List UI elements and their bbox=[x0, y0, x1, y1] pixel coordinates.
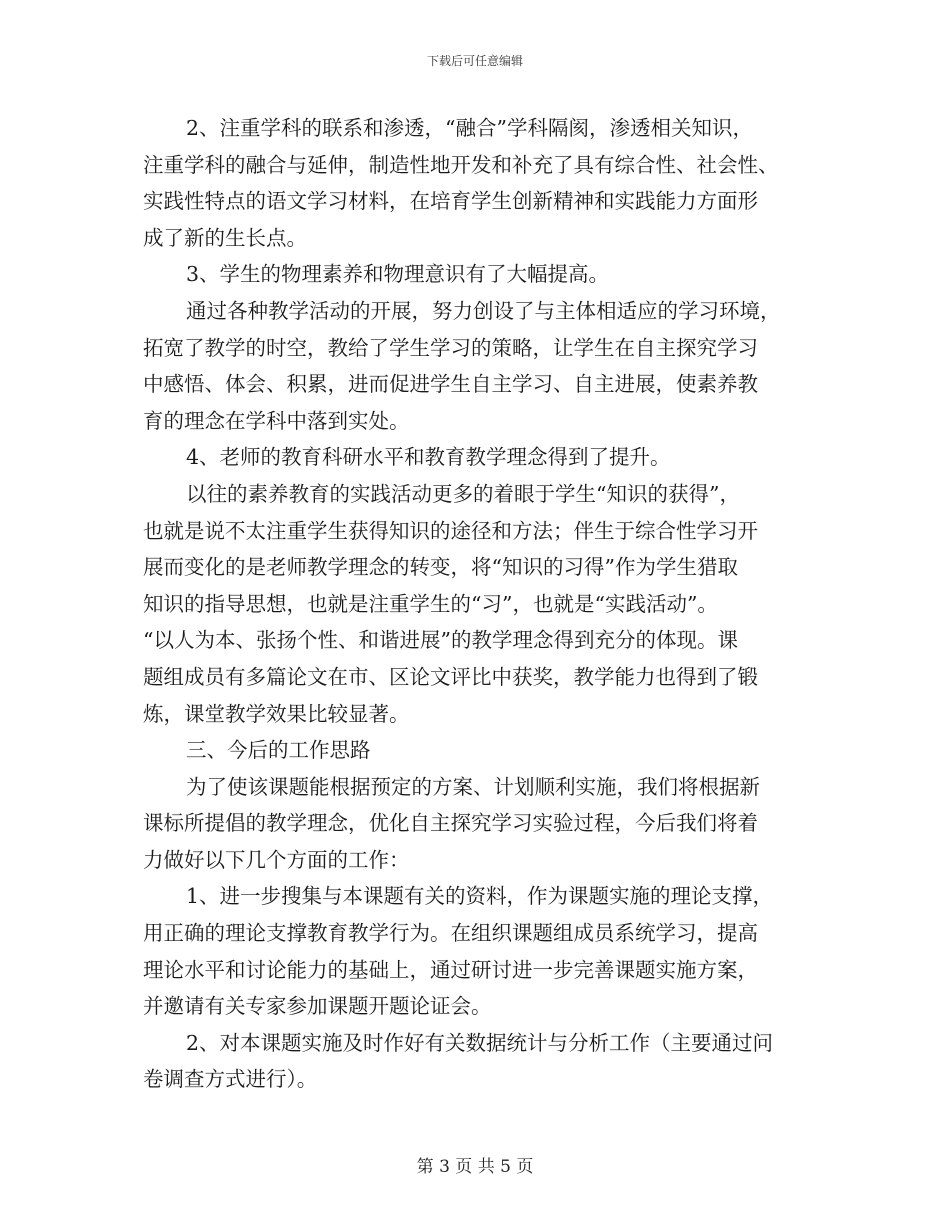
text-line: 三、今后的工作思路 bbox=[186, 738, 371, 763]
text-line: 1、进一步搜集与本课题有关的资料，作为课题实施的理论支撑， bbox=[186, 884, 774, 909]
text-line: 题组成员有多篇论文在市、区论文评比中获奖，教学能力也得到了锻 bbox=[143, 664, 758, 689]
text-line: 为了使该课题能根据预定的方案、计划顺利实施，我们将根据新 bbox=[186, 774, 760, 799]
text-line: 卷调查方式进行）。 bbox=[143, 1067, 318, 1092]
page-footer: 第 3 页 共 5 页 bbox=[416, 1157, 534, 1177]
text-line: 并邀请有关专家参加课题开题论证会。 bbox=[143, 994, 492, 1019]
text-line: 理论水平和讨论能力的基础上，通过研讨进一步完善课题实施方案， bbox=[143, 957, 758, 982]
text-line: 通过各种教学活动的开展，努力创设了与主体相适应的学习环境， bbox=[186, 298, 781, 323]
text-line: 力做好以下几个方面的工作： bbox=[143, 847, 410, 872]
text-line: 2、对本课题实施及时作好有关数据统计与分析工作（主要通过问 bbox=[186, 1030, 774, 1055]
text-line: 成了新的生长点。 bbox=[143, 225, 307, 250]
text-line: 2、注重学科的联系和渗透，“融合”学科隔阂，渗透相关知识， bbox=[186, 116, 754, 140]
text-line: 注重学科的融合与延伸，制造性地开发和补充了具有综合性、社会性、 bbox=[143, 152, 779, 177]
text-line: 中感悟、体会、积累，进而促进学生自主学习、自主进展，使素养教 bbox=[143, 372, 758, 397]
text-line: 也就是说不太注重学生获得知识的途径和方法；伴生于综合性学习开 bbox=[143, 518, 758, 543]
text-line: 展而变化的是老师教学理念的转变，将“知识的习得”作为学生猎取 bbox=[143, 555, 738, 580]
text-line: 课标所提倡的教学理念，优化自主探究学习实验过程，今后我们将着 bbox=[143, 811, 758, 836]
text-line: 4、老师的教育科研水平和教育教学理念得到了提升。 bbox=[186, 445, 671, 470]
text-line: 用正确的理论支撑教育教学行为。在组织课题组成员系统学习，提高 bbox=[143, 921, 758, 946]
text-line: 以往的素养教育的实践活动更多的着眼于学生“知识的获得”， bbox=[186, 481, 740, 506]
text-line: 育的理念在学科中落到实处。 bbox=[143, 408, 410, 433]
text-line: “以人为本、张扬个性、和谐进展”的教学理念得到充分的体现。课 bbox=[143, 628, 738, 653]
text-line: 知识的指导思想，也就是注重学生的“习”，也就是“实践活动”。 bbox=[143, 591, 718, 616]
document-body bbox=[143, 110, 813, 1098]
page-header: 下载后可任意编辑 bbox=[426, 54, 523, 68]
text-line: 实践性特点的语文学习材料，在培育学生创新精神和实践能力方面形 bbox=[143, 189, 758, 214]
text-line: 拓宽了教学的时空，教给了学生学习的策略，让学生在自主探究学习 bbox=[143, 335, 758, 360]
text-line: 炼，课堂教学效果比较显著。 bbox=[143, 701, 410, 726]
text-line: 3、学生的物理素养和物理意识有了大幅提高。 bbox=[186, 262, 610, 287]
